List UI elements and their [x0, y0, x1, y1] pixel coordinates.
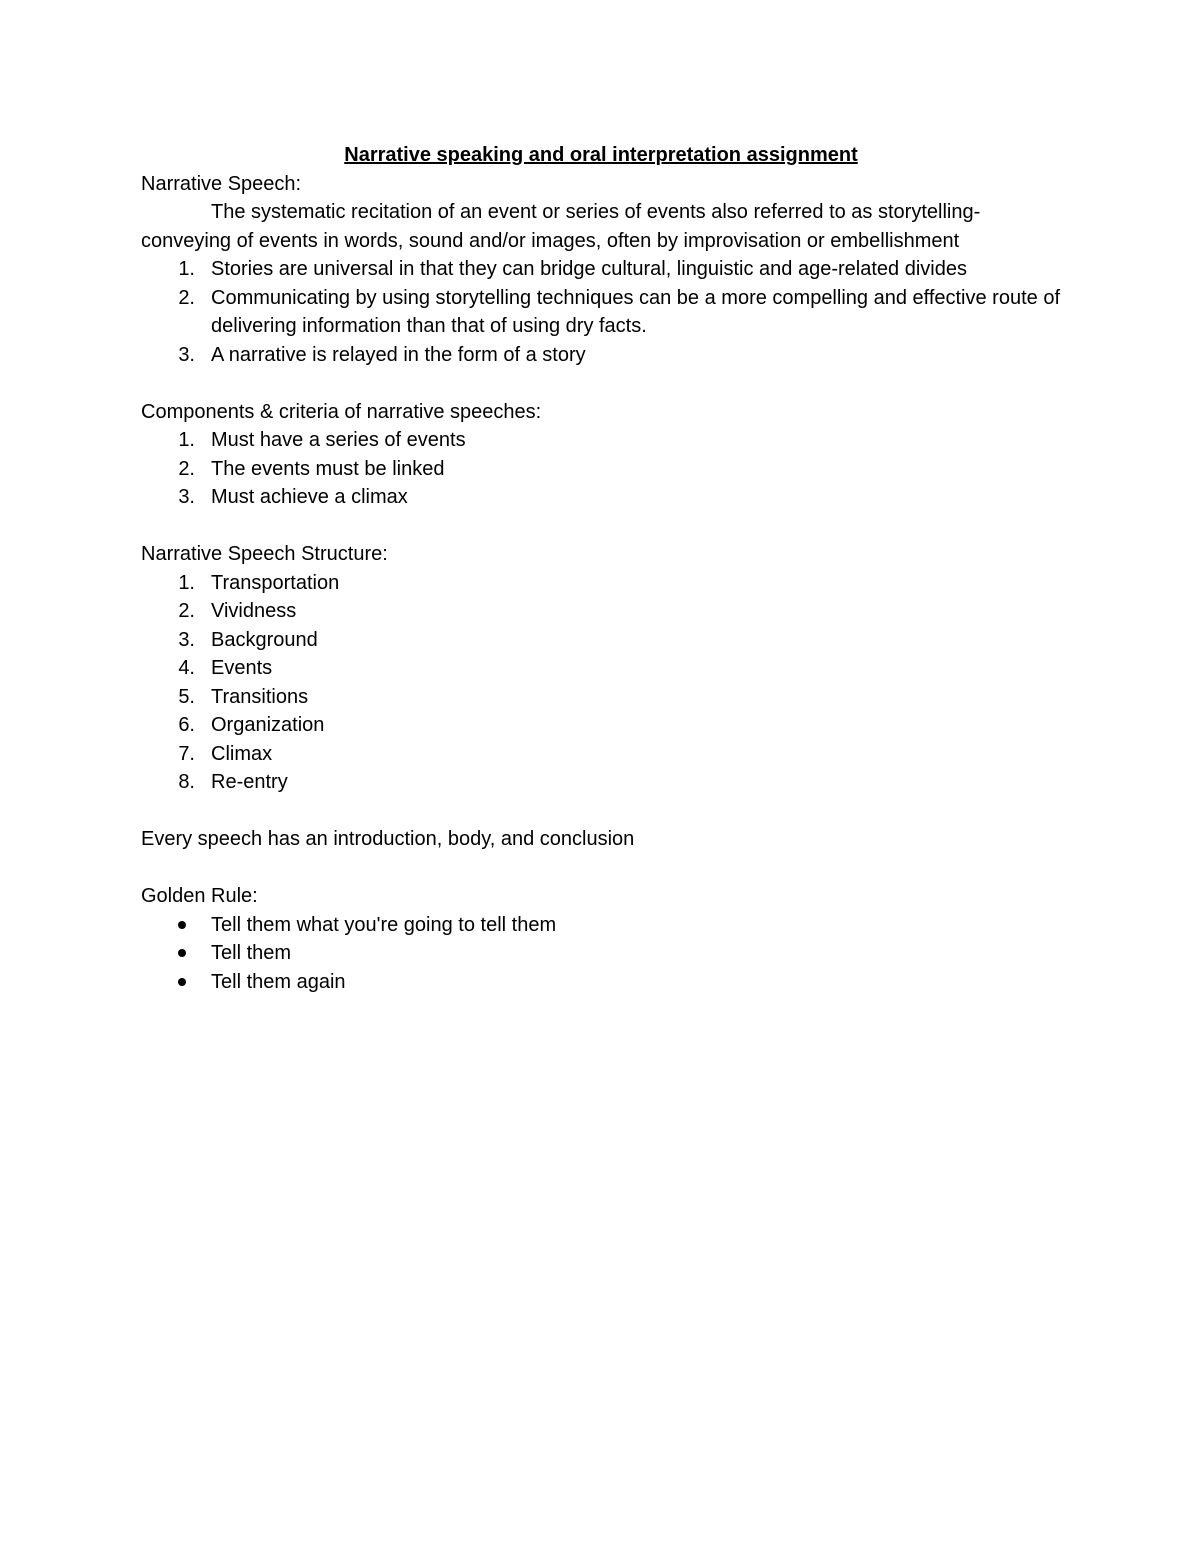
list-number: 2.	[178, 600, 195, 622]
list-item	[141, 483, 1061, 512]
list-item-text: The events must be linked	[211, 457, 445, 480]
list-number: 7.	[178, 742, 195, 765]
components-list	[141, 426, 1061, 512]
list-number: 2.	[178, 286, 195, 309]
list-item	[141, 740, 1061, 769]
list-item	[141, 711, 1061, 740]
list-item	[141, 569, 1061, 598]
structure-heading: Narrative Speech Structure:	[141, 543, 388, 565]
list-item-text: A narrative is relayed in the form of a story	[211, 343, 586, 366]
list-item-text: Stories are universal in that they can bridge cultural, linguistic and age-related divides	[211, 258, 967, 280]
list-item-text: Re-entry	[211, 771, 288, 793]
list-item-text: Transportation	[211, 571, 340, 594]
golden-rule-heading: Golden Rule:	[141, 885, 258, 907]
list-item	[141, 768, 1061, 797]
list-item	[141, 683, 1061, 712]
list-number: 5.	[178, 685, 195, 708]
spacer	[141, 369, 1061, 398]
document-content	[141, 141, 1061, 996]
list-number: 3.	[178, 343, 195, 366]
list-number: 3.	[178, 628, 195, 651]
list-item-text: Events	[211, 657, 273, 679]
list-number: 1.	[178, 258, 195, 280]
components-heading: Components & criteria of narrative speeches:	[141, 400, 542, 423]
list-item-text: Tell them again	[211, 970, 346, 993]
list-number: 2.	[178, 457, 195, 480]
list-number: 1.	[178, 429, 195, 451]
list-item-text: Background	[211, 628, 318, 651]
bullet-icon	[178, 949, 186, 957]
list-item-text: Transitions	[211, 685, 309, 708]
bullet-icon	[178, 921, 186, 929]
list-item-text: Vividness	[211, 600, 297, 622]
list-item-text: Climax	[211, 742, 273, 765]
spacer	[141, 854, 1061, 883]
list-item-text: Tell them what you're going to tell them	[211, 913, 557, 936]
list-item-text: Organization	[211, 714, 325, 736]
narrative-speech-heading: Narrative Speech:	[141, 172, 302, 195]
golden-rule-list	[141, 911, 1061, 997]
list-number: 8.	[178, 771, 195, 793]
narrative-speech-definition: The systematic recitation of an event or series of events also referred to as storytelling- conveying of events in words, sound and/or images, often by improvisation or embellishment	[141, 201, 981, 252]
list-item	[141, 911, 1061, 940]
list-number: 6.	[178, 714, 195, 736]
every-speech-text: Every speech has an introduction, body, and conclusion	[141, 828, 635, 850]
list-item	[141, 455, 1061, 484]
list-item	[141, 939, 1061, 968]
list-item-text: Must have a series of events	[211, 429, 466, 451]
list-item	[141, 597, 1061, 626]
list-number: 1.	[178, 571, 195, 594]
spacer	[141, 797, 1061, 826]
bullet-icon	[178, 978, 186, 986]
list-number: 4.	[178, 657, 195, 679]
list-item-text: Communicating by using storytelling techniques can be a more compelling and effective route of delivering information than that of using dry facts.	[211, 286, 1060, 337]
list-item-text: Tell them	[211, 942, 292, 964]
structure-list	[141, 569, 1061, 797]
list-item	[141, 255, 1061, 284]
list-item	[141, 654, 1061, 683]
list-item-text: Must achieve a climax	[211, 486, 408, 508]
narrative-speech-list	[141, 255, 1061, 369]
list-item	[141, 426, 1061, 455]
list-item	[141, 968, 1061, 997]
spacer	[141, 512, 1061, 541]
list-item	[141, 626, 1061, 655]
list-item	[141, 284, 1061, 341]
list-item	[141, 341, 1061, 370]
list-number: 3.	[178, 486, 195, 508]
document-title: Narrative speaking and oral interpretation assignment	[344, 144, 858, 166]
